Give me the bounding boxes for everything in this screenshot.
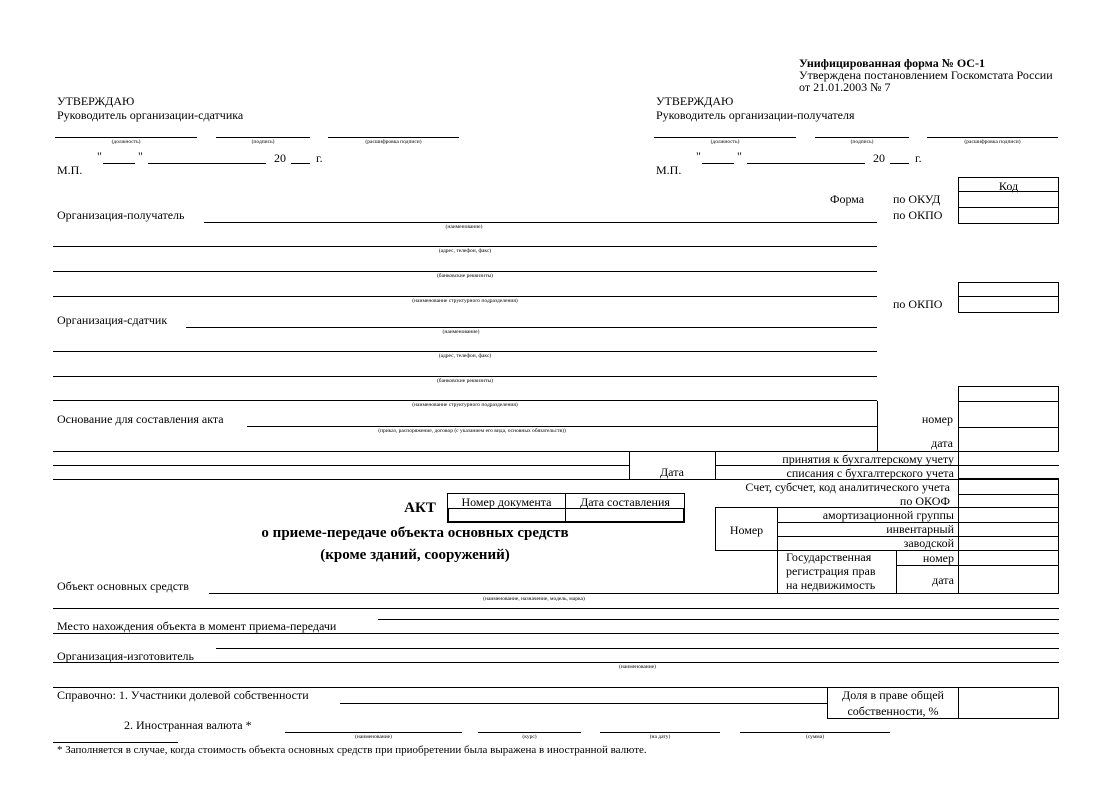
approve-right-cap-position: (должность)	[710, 139, 740, 145]
okpo-sender-code-cell[interactable]	[958, 296, 1059, 313]
accounting-writeoff-label: списания с бухгалтерского учета	[786, 466, 954, 480]
depreciation-cell[interactable]	[958, 508, 1059, 523]
doc-date-cell[interactable]	[565, 508, 685, 523]
basis-label: Основание для составления акта	[57, 412, 224, 426]
accounting-date-label: Дата	[660, 465, 684, 479]
currency-cap-name: (наименование)	[355, 734, 392, 740]
receiver-cap-bank: (банковские реквизиты)	[436, 273, 494, 279]
okpo-label: по ОКПО	[893, 208, 943, 222]
currency-sum-line[interactable]	[740, 732, 890, 733]
okpo-receiver-code-cell[interactable]	[958, 207, 1059, 224]
approve-right-year-prefix: 20	[873, 151, 885, 165]
approve-left-quote-open: "	[97, 149, 102, 163]
doc-number-header: Номер документа	[447, 493, 566, 509]
form-label: Форма	[830, 192, 865, 206]
reference-line-2: 2. Иностранная валюта *	[124, 718, 252, 732]
doc-date-header: Дата составления	[565, 493, 685, 509]
approve-right-year-suffix: г.	[915, 151, 922, 165]
basis-divider	[877, 401, 878, 452]
okud-code-cell[interactable]	[958, 191, 1059, 208]
code-header: Код	[958, 177, 1059, 192]
sender-cap-division: (наименование структурного подразделения)	[412, 402, 518, 408]
sender-label: Организация-сдатчик	[57, 313, 168, 327]
reference-share-bottom-line	[827, 718, 1059, 719]
registration-number-cell[interactable]	[958, 550, 1059, 566]
factory-label: заводской	[903, 536, 954, 550]
currency-cap-rate: (курс)	[522, 734, 537, 740]
currency-name-line[interactable]	[285, 732, 462, 733]
footnote-rule	[53, 742, 178, 743]
account-cell[interactable]	[958, 478, 1059, 495]
okof-cell[interactable]	[958, 494, 1059, 508]
act-subtitle-2: (кроме зданий, сооружений)	[320, 547, 510, 563]
approve-right-stamp: М.П.	[656, 163, 682, 177]
currency-rate-line[interactable]	[478, 732, 581, 733]
approve-left-month-line[interactable]	[148, 163, 266, 164]
inventory-cell[interactable]	[958, 522, 1059, 537]
reference-share-line-2: собственности, %	[847, 704, 939, 718]
receiver-cap-address: (адрес, телефон, факс)	[438, 248, 492, 254]
basis-spacer-cell	[958, 386, 1059, 402]
act-title: АКТ	[404, 500, 436, 516]
okpo-sender-label: по ОКПО	[893, 297, 943, 311]
approve-right-cap-decode: (расшифровка подписи)	[964, 139, 1021, 145]
receiver-cap-division: (наименование структурного подразделения)	[412, 298, 518, 304]
receiver-address-line[interactable]	[53, 246, 877, 247]
accounting-accept-label: принятия к бухгалтерскому учету	[782, 452, 954, 466]
form-name: Унифицированная форма № ОС-1	[799, 56, 985, 70]
okpo-spacer-cell	[958, 282, 1059, 297]
approve-left-signature-line[interactable]	[216, 137, 310, 138]
accounting-divider-3	[958, 451, 959, 479]
doc-number-cell[interactable]	[447, 508, 566, 523]
number-label: Номер	[729, 523, 764, 537]
approve-right-signature-line[interactable]	[815, 137, 909, 138]
approve-right-quote-open: "	[696, 149, 701, 163]
sender-cap-address: (адрес, телефон, факс)	[438, 353, 492, 359]
manufacturer-line[interactable]	[216, 648, 1059, 649]
sender-cap-name: (наименование)	[442, 329, 480, 335]
approved-line-2: от 21.01.2003 № 7	[799, 80, 891, 94]
object-line[interactable]	[209, 593, 1059, 594]
reference-share-divider	[827, 687, 828, 718]
registration-date-cell[interactable]	[958, 565, 1059, 594]
footnote: * Заполняется в случае, когда стоимость объекта основных средств при приобретении была выражена в иностранной валюте.	[57, 744, 647, 756]
accounting-divider-1	[629, 451, 630, 479]
registration-line-2: регистрация прав	[786, 564, 876, 578]
accounting-mid-line[interactable]	[53, 465, 629, 466]
reference-share-cell[interactable]	[958, 687, 1059, 719]
manufacturer-label: Организация-изготовитель	[57, 649, 195, 663]
okof-label: по ОКОФ	[899, 494, 950, 508]
currency-cap-sum: (сумма)	[805, 734, 825, 740]
registration-line-1: Государственная	[786, 550, 872, 564]
currency-cap-date: (на дату)	[649, 734, 671, 740]
sender-address-line[interactable]	[53, 351, 877, 352]
act-subtitle-1: о приеме-передаче объекта основных средств	[261, 525, 569, 541]
approve-right-day-line[interactable]	[702, 163, 734, 164]
inventory-label: инвентарный	[886, 522, 954, 536]
location-line-2[interactable]	[53, 633, 1059, 634]
basis-number-cell[interactable]	[958, 401, 1059, 428]
approve-right-role: Руководитель организации-получателя	[656, 108, 855, 122]
registration-line-3: на недвижимость	[786, 578, 876, 592]
approve-right-cap-signature: (подпись)	[850, 139, 874, 145]
approve-right-year-line[interactable]	[890, 163, 909, 164]
approve-left-decode-line[interactable]	[328, 137, 459, 138]
approve-left-cap-decode: (расшифровка подписи)	[365, 139, 422, 145]
approve-right-title: УТВЕРЖДАЮ	[656, 94, 734, 108]
manufacturer-line-2[interactable]	[53, 662, 1059, 663]
approved-line-1: Утверждена постановлением Госкомстата России	[799, 68, 1053, 82]
basis-caption: (приказ, распоряжение, договор (с указанием его вида, основных обязательств))	[378, 428, 566, 434]
manufacturer-caption: (наименование)	[619, 664, 656, 670]
receiver-cap-name: (наименование)	[445, 224, 483, 230]
object-caption: (наименование, назначение, модель, марка)	[483, 596, 585, 602]
reference-owners-line[interactable]	[340, 703, 827, 704]
approve-left-year-prefix: 20	[274, 151, 286, 165]
approve-left-year-suffix: г.	[316, 151, 323, 165]
approve-left-cap-signature: (подпись)	[251, 139, 275, 145]
approve-left-year-line[interactable]	[291, 163, 310, 164]
approve-right-quote-close: "	[737, 149, 742, 163]
location-label: Место нахождения объекта в момент приема-передачи	[57, 619, 337, 633]
location-line[interactable]	[378, 619, 1059, 620]
sender-name-line[interactable]	[186, 327, 877, 328]
approve-left-role: Руководитель организации-сдатчика	[57, 108, 244, 122]
accounting-divider-2	[715, 451, 716, 479]
registration-date-label: дата	[932, 573, 954, 587]
approve-left-stamp: М.П.	[57, 163, 83, 177]
receiver-label: Организация-получатель	[57, 208, 185, 222]
reference-line-1: Справочно: 1. Участники долевой собственности	[57, 688, 309, 702]
sender-cap-bank: (банковские реквизиты)	[436, 378, 494, 384]
sender-bank-line[interactable]	[53, 376, 877, 377]
receiver-name-line[interactable]	[204, 222, 877, 223]
approve-left-position-line[interactable]	[55, 137, 197, 138]
basis-date-label: дата	[931, 436, 953, 450]
depreciation-label: амортизационной группы	[822, 508, 954, 522]
factory-cell[interactable]	[958, 536, 1059, 551]
approve-right-position-line[interactable]	[654, 137, 796, 138]
registration-number-label: номер	[922, 551, 954, 565]
currency-date-line[interactable]	[600, 732, 720, 733]
basis-date-cell[interactable]	[958, 427, 1059, 452]
receiver-bank-line[interactable]	[53, 271, 877, 272]
account-label: Счет, субсчет, код аналитического учета	[745, 480, 950, 494]
section-divider	[53, 608, 1059, 609]
approve-left-cap-position: (должность)	[111, 139, 141, 145]
sender-division-line[interactable]	[53, 400, 877, 401]
approve-right-decode-line[interactable]	[927, 137, 1058, 138]
approve-left-day-line[interactable]	[103, 163, 135, 164]
approve-left-title: УТВЕРЖДАЮ	[57, 94, 135, 108]
reference-share-line-1: Доля в праве общей	[842, 688, 944, 702]
basis-line[interactable]	[247, 426, 877, 427]
approve-left-quote-close: "	[138, 149, 143, 163]
object-label: Объект основных средств	[57, 579, 189, 593]
approve-right-month-line[interactable]	[747, 163, 865, 164]
basis-number-label: номер	[921, 412, 953, 426]
receiver-division-line[interactable]	[53, 296, 877, 297]
okud-label: по ОКУД	[893, 192, 941, 206]
